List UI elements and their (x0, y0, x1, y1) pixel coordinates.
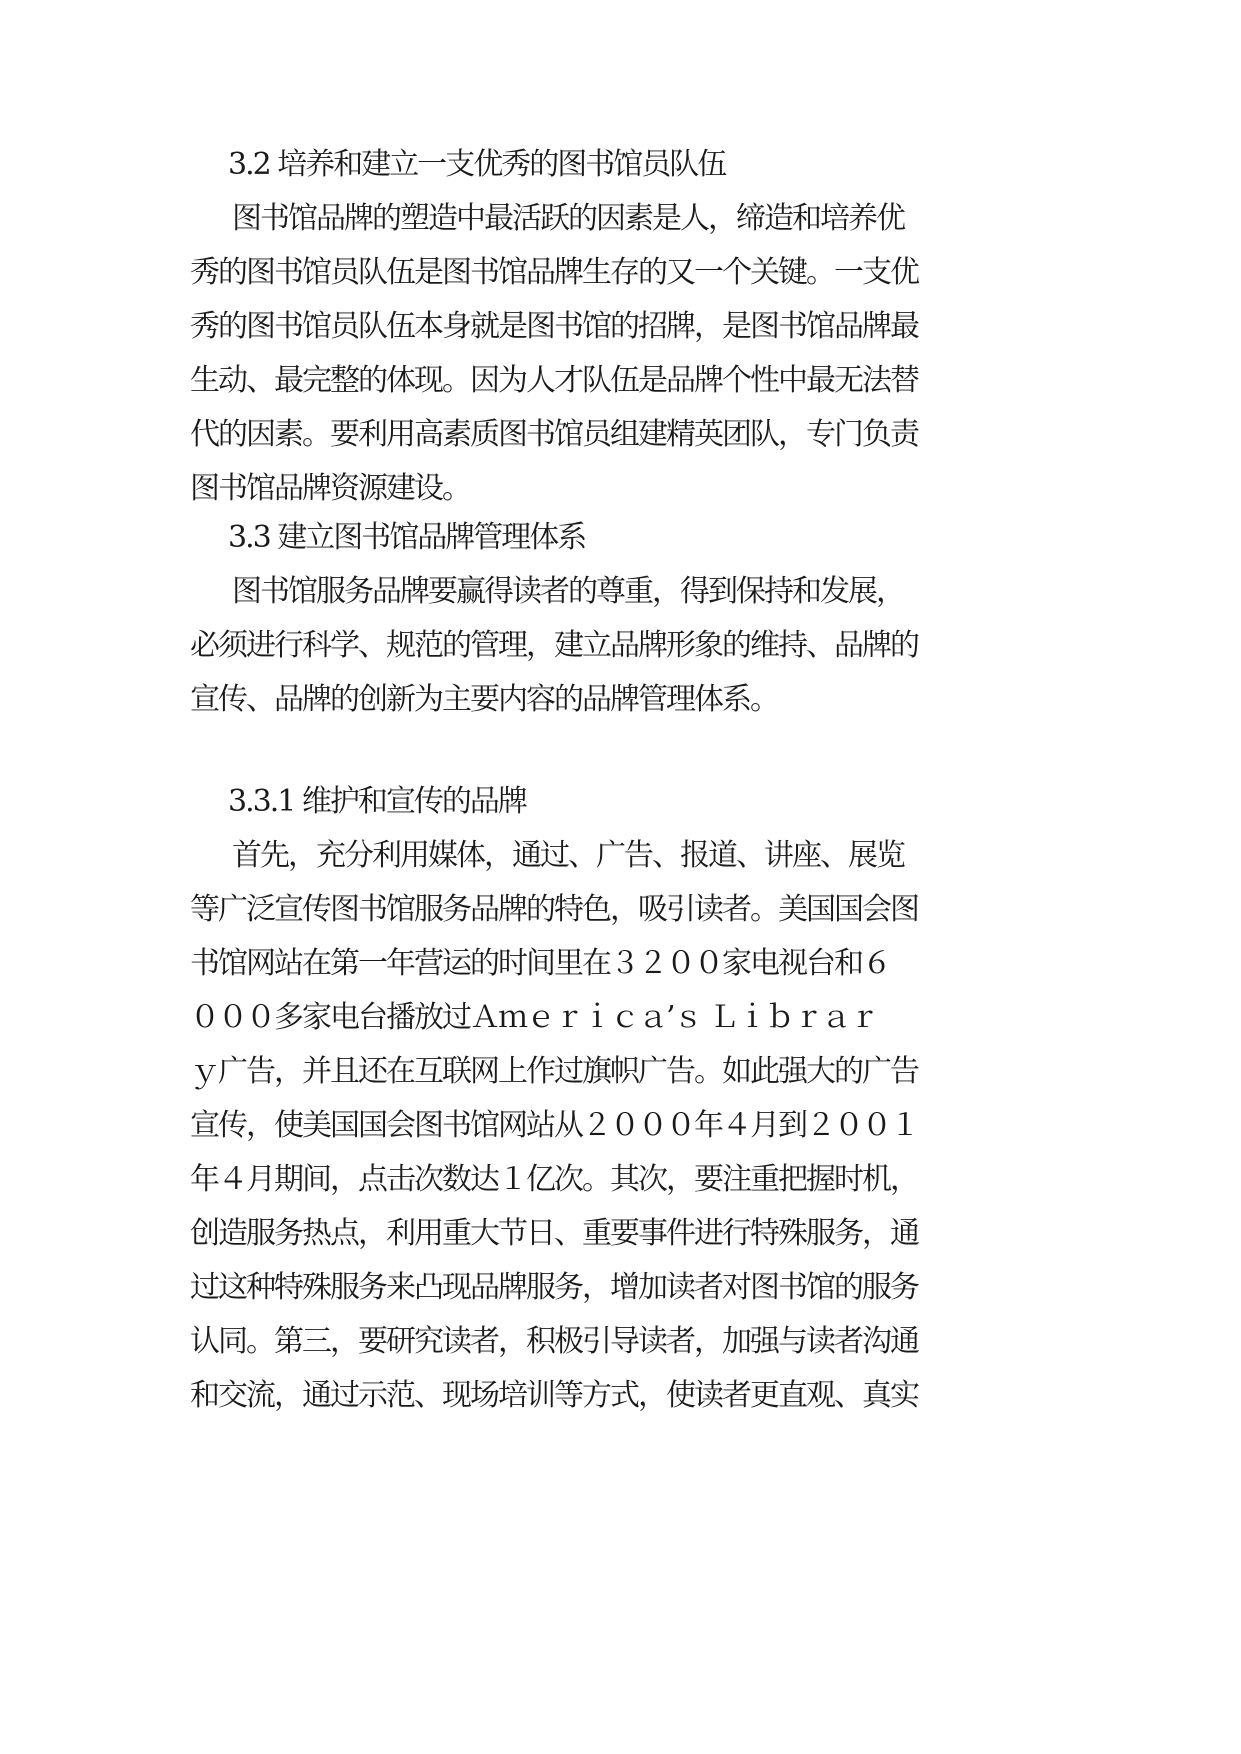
paragraph-line: 宣传，使美国国会图书馆网站从２０００年４月到２００１ (190, 1108, 918, 1143)
section-heading-3-3-1: 3.3.1 维护和宣传的品牌 (228, 784, 526, 819)
paragraph-line: 年４月期间，点击次数达１亿次。其次，要注重把握时机， (190, 1162, 918, 1197)
section-heading-3-2: 3.2 培养和建立一支优秀的图书馆员队伍 (228, 147, 726, 182)
paragraph-line: 等广泛宣传图书馆服务品牌的特色，吸引读者。美国国会图 (190, 892, 918, 927)
paragraph-line: 书馆网站在第一年营运的时间里在３２００家电视台和６ (190, 946, 890, 981)
paragraph-line: 过这种特殊服务来凸现品牌服务，增加读者对图书馆的服务 (190, 1270, 918, 1305)
paragraph-line: 秀的图书馆员队伍本身就是图书馆的招牌，是图书馆品牌最 (190, 309, 918, 344)
paragraph-line: 代的因素。要利用高素质图书馆员组建精英团队，专门负责 (190, 417, 918, 452)
paragraph-line: 宣传、品牌的创新为主要内容的品牌管理体系。 (190, 682, 778, 717)
paragraph-line: 图书馆服务品牌要赢得读者的尊重，得到保持和发展， (232, 574, 904, 609)
paragraph-line: 生动、最完整的体现。因为人才队伍是品牌个性中最无法替 (190, 363, 918, 398)
paragraph-line: 认同。第三，要研究读者，积极引导读者，加强与读者沟通 (190, 1324, 918, 1359)
section-heading-3-3: 3.3 建立图书馆品牌管理体系 (228, 520, 586, 555)
paragraph-line: 必须进行科学、规范的管理，建立品牌形象的维持、品牌的 (190, 628, 918, 663)
paragraph-line: ０００多家电台播放过Ａｍｅｒｉｃａ’ｓ Ｌｉｂｒａｒ (190, 1000, 878, 1035)
paragraph-line: 图书馆品牌资源建设。 (190, 471, 470, 506)
paragraph-line: 创造服务热点，利用重大节日、重要事件进行特殊服务，通 (190, 1216, 918, 1251)
paragraph-line: 图书馆品牌的塑造中最活跃的因素是人，缔造和培养优 (232, 201, 904, 236)
paragraph-line: ｙ广告，并且还在互联网上作过旗帜广告。如此强大的广告 (190, 1054, 918, 1089)
paragraph-line: 秀的图书馆员队伍是图书馆品牌生存的又一个关键。一支优 (190, 255, 918, 290)
paragraph-line: 和交流，通过示范、现场培训等方式，使读者更直观、真实 (190, 1378, 918, 1413)
paragraph-line: 首先，充分利用媒体，通过、广告、报道、讲座、展览 (232, 838, 904, 873)
